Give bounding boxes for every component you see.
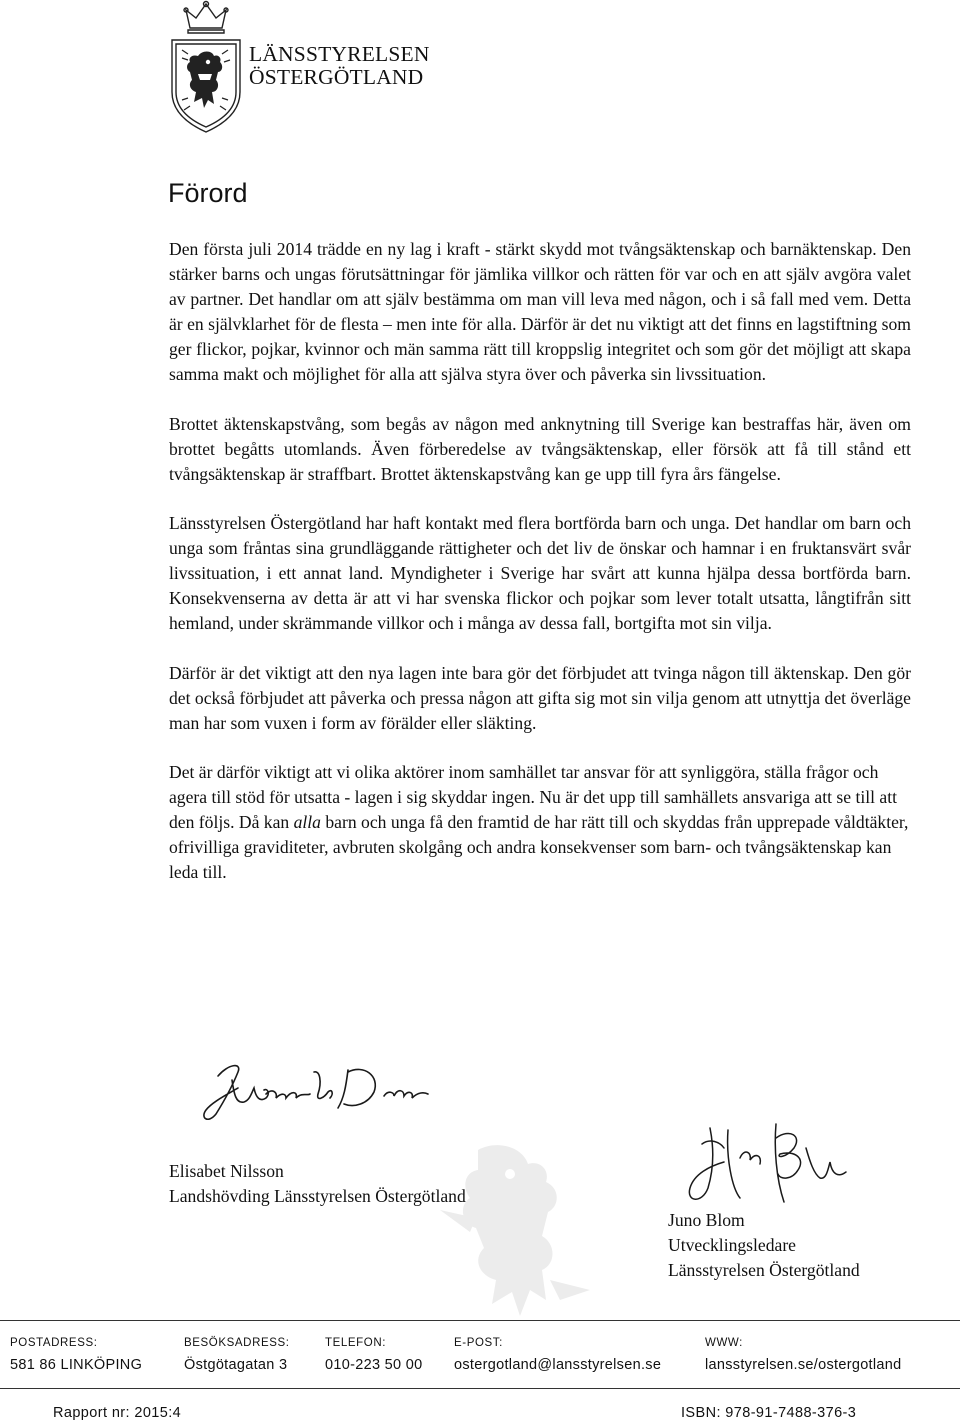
footer-visit [184, 1337, 290, 1373]
signatory-2-org: Länsstyrelsen Östergötland [668, 1260, 860, 1280]
footer-postal-label: POSTADRESS: [10, 1337, 98, 1349]
footer-phone [325, 1337, 422, 1373]
footer-visit-value: Östgötagatan 3 [184, 1357, 288, 1373]
footer-email [454, 1337, 661, 1373]
signatory-2-name: Juno Blom [668, 1210, 745, 1230]
isbn-number: ISBN: 978-91-7488-376-3 [681, 1405, 857, 1421]
signatory-2-title: Utvecklingsledare [668, 1235, 796, 1255]
footer-divider-bottom [0, 1388, 960, 1389]
body-text [169, 237, 911, 910]
footer-web [705, 1337, 902, 1373]
footer-divider-top [0, 1320, 960, 1321]
signatory-2-block [668, 1208, 860, 1283]
signatory-1-title: Landshövding Länsstyrelsen Östergötland [169, 1186, 466, 1206]
footer-postal [10, 1337, 142, 1373]
paragraph-5-start: Det är därför viktigt att vi olika aktörer inom samhället tar ansvar för att synliggöra, ställa frågor och agera till stöd för utsatta - lagen i sig skyddar ingen. Nu är det upp till samhällets ansvariga att se till att den följs. Då kan [169, 762, 898, 832]
paragraph-4: Därför är det viktigt att den nya lagen inte bara gör det förbjudet att tvinga någon till äktenskap. Den gör det också förbjudet att påverka och pressa någon att gifta sig mot sin vilja genom att utnyttja det överläge man har som vuxen i form av förälder eller släkting. [169, 662, 911, 733]
coat-of-arms-logo [168, 0, 244, 134]
report-number: Rapport nr: 2015:4 [53, 1405, 182, 1421]
paragraph-3: Länsstyrelsen Östergötland har haft kontakt med flera bortförda barn och unga. Det handlar om barn och unga som fråntas sina grundläggande rättigheter och det liv de önskar och hamnar i en fruktansvärt svår livssituation, i ett annat land. Myndigheter i Sverige har svårt att kunna hjälpa dessa bortförda barn. Konsekvenserna av detta är att vi har svenska flickor och pojkar som lever totalt utsatta, långtifrån sitt hemland, under skrämmande villkor och i många av dessa fall, bortgifta mot sin vilja. [169, 513, 911, 633]
footer-postal-value: 581 86 LINKÖPING [10, 1357, 143, 1373]
paragraph-5-end: barn och unga få den framtid de har rätt till och skyddas från upprepade våldtäkter, ofrivilliga graviditeter, avbruten skolgång och andra konsekvenser som barn- och tvångsäktenskap kan leda till. [169, 812, 909, 882]
paragraph-2: Brottet äktenskapstvång, som begås av någon med anknytning till Sverige kan bestraffas här, även om brottet begåtts utomlands. Även förberedelse av tvångsäktenskap, eller försök att få till stånd ett tvångsäktenskap är straffbart. Brottet äktenskapstvång kan ge upp till fyra års fängelse. [169, 413, 911, 484]
paragraph-5-emphasis: alla [293, 812, 321, 832]
organization-name [249, 43, 430, 89]
footer-visit-label: BESÖKSADRESS: [184, 1337, 290, 1349]
footer-email-label: E-POST: [454, 1337, 503, 1349]
signature-juno-blom [680, 1118, 860, 1213]
footer-phone-value: 010-223 50 00 [325, 1357, 423, 1373]
organization-name-line2: ÖSTERGÖTLAND [249, 65, 424, 89]
signature-elisabet-nilsson [198, 1058, 438, 1128]
signatory-1-name: Elisabet Nilsson [169, 1161, 284, 1181]
paragraph-1: Den första juli 2014 trädde en ny lag i kraft - stärkt skydd mot tvångsäktenskap och barnäktenskap. Den stärker barns och ungas förutsättningar för jämlika villkor och rätten för var och en att själv avgöra valet av partner. Det handlar om att själv bestämma om man vill leva med någon, och i så fall med vem. Detta är en självklarhet för de flesta – men inte för alla. Därför är det nu viktigt att det finns en lagstiftning som ger flickor, pojkar, kvinnor och män samma rätt till kroppslig integritet och som gör det möjligt att skapa samma makt och möjlighet för alla att själva styra över och påverka sin livssituation. [169, 239, 911, 384]
page-title: Förord [168, 178, 248, 208]
footer-web-label: WWW: [705, 1337, 743, 1349]
signatory-1-block [169, 1159, 466, 1209]
footer-email-value: ostergotland@lansstyrelsen.se [454, 1357, 662, 1373]
footer-phone-label: TELEFON: [325, 1337, 387, 1349]
paragraph-5 [169, 760, 911, 885]
footer-web-value: lansstyrelsen.se/ostergotland [705, 1357, 902, 1373]
organization-name-line1: LÄNSSTYRELSEN [249, 42, 430, 66]
